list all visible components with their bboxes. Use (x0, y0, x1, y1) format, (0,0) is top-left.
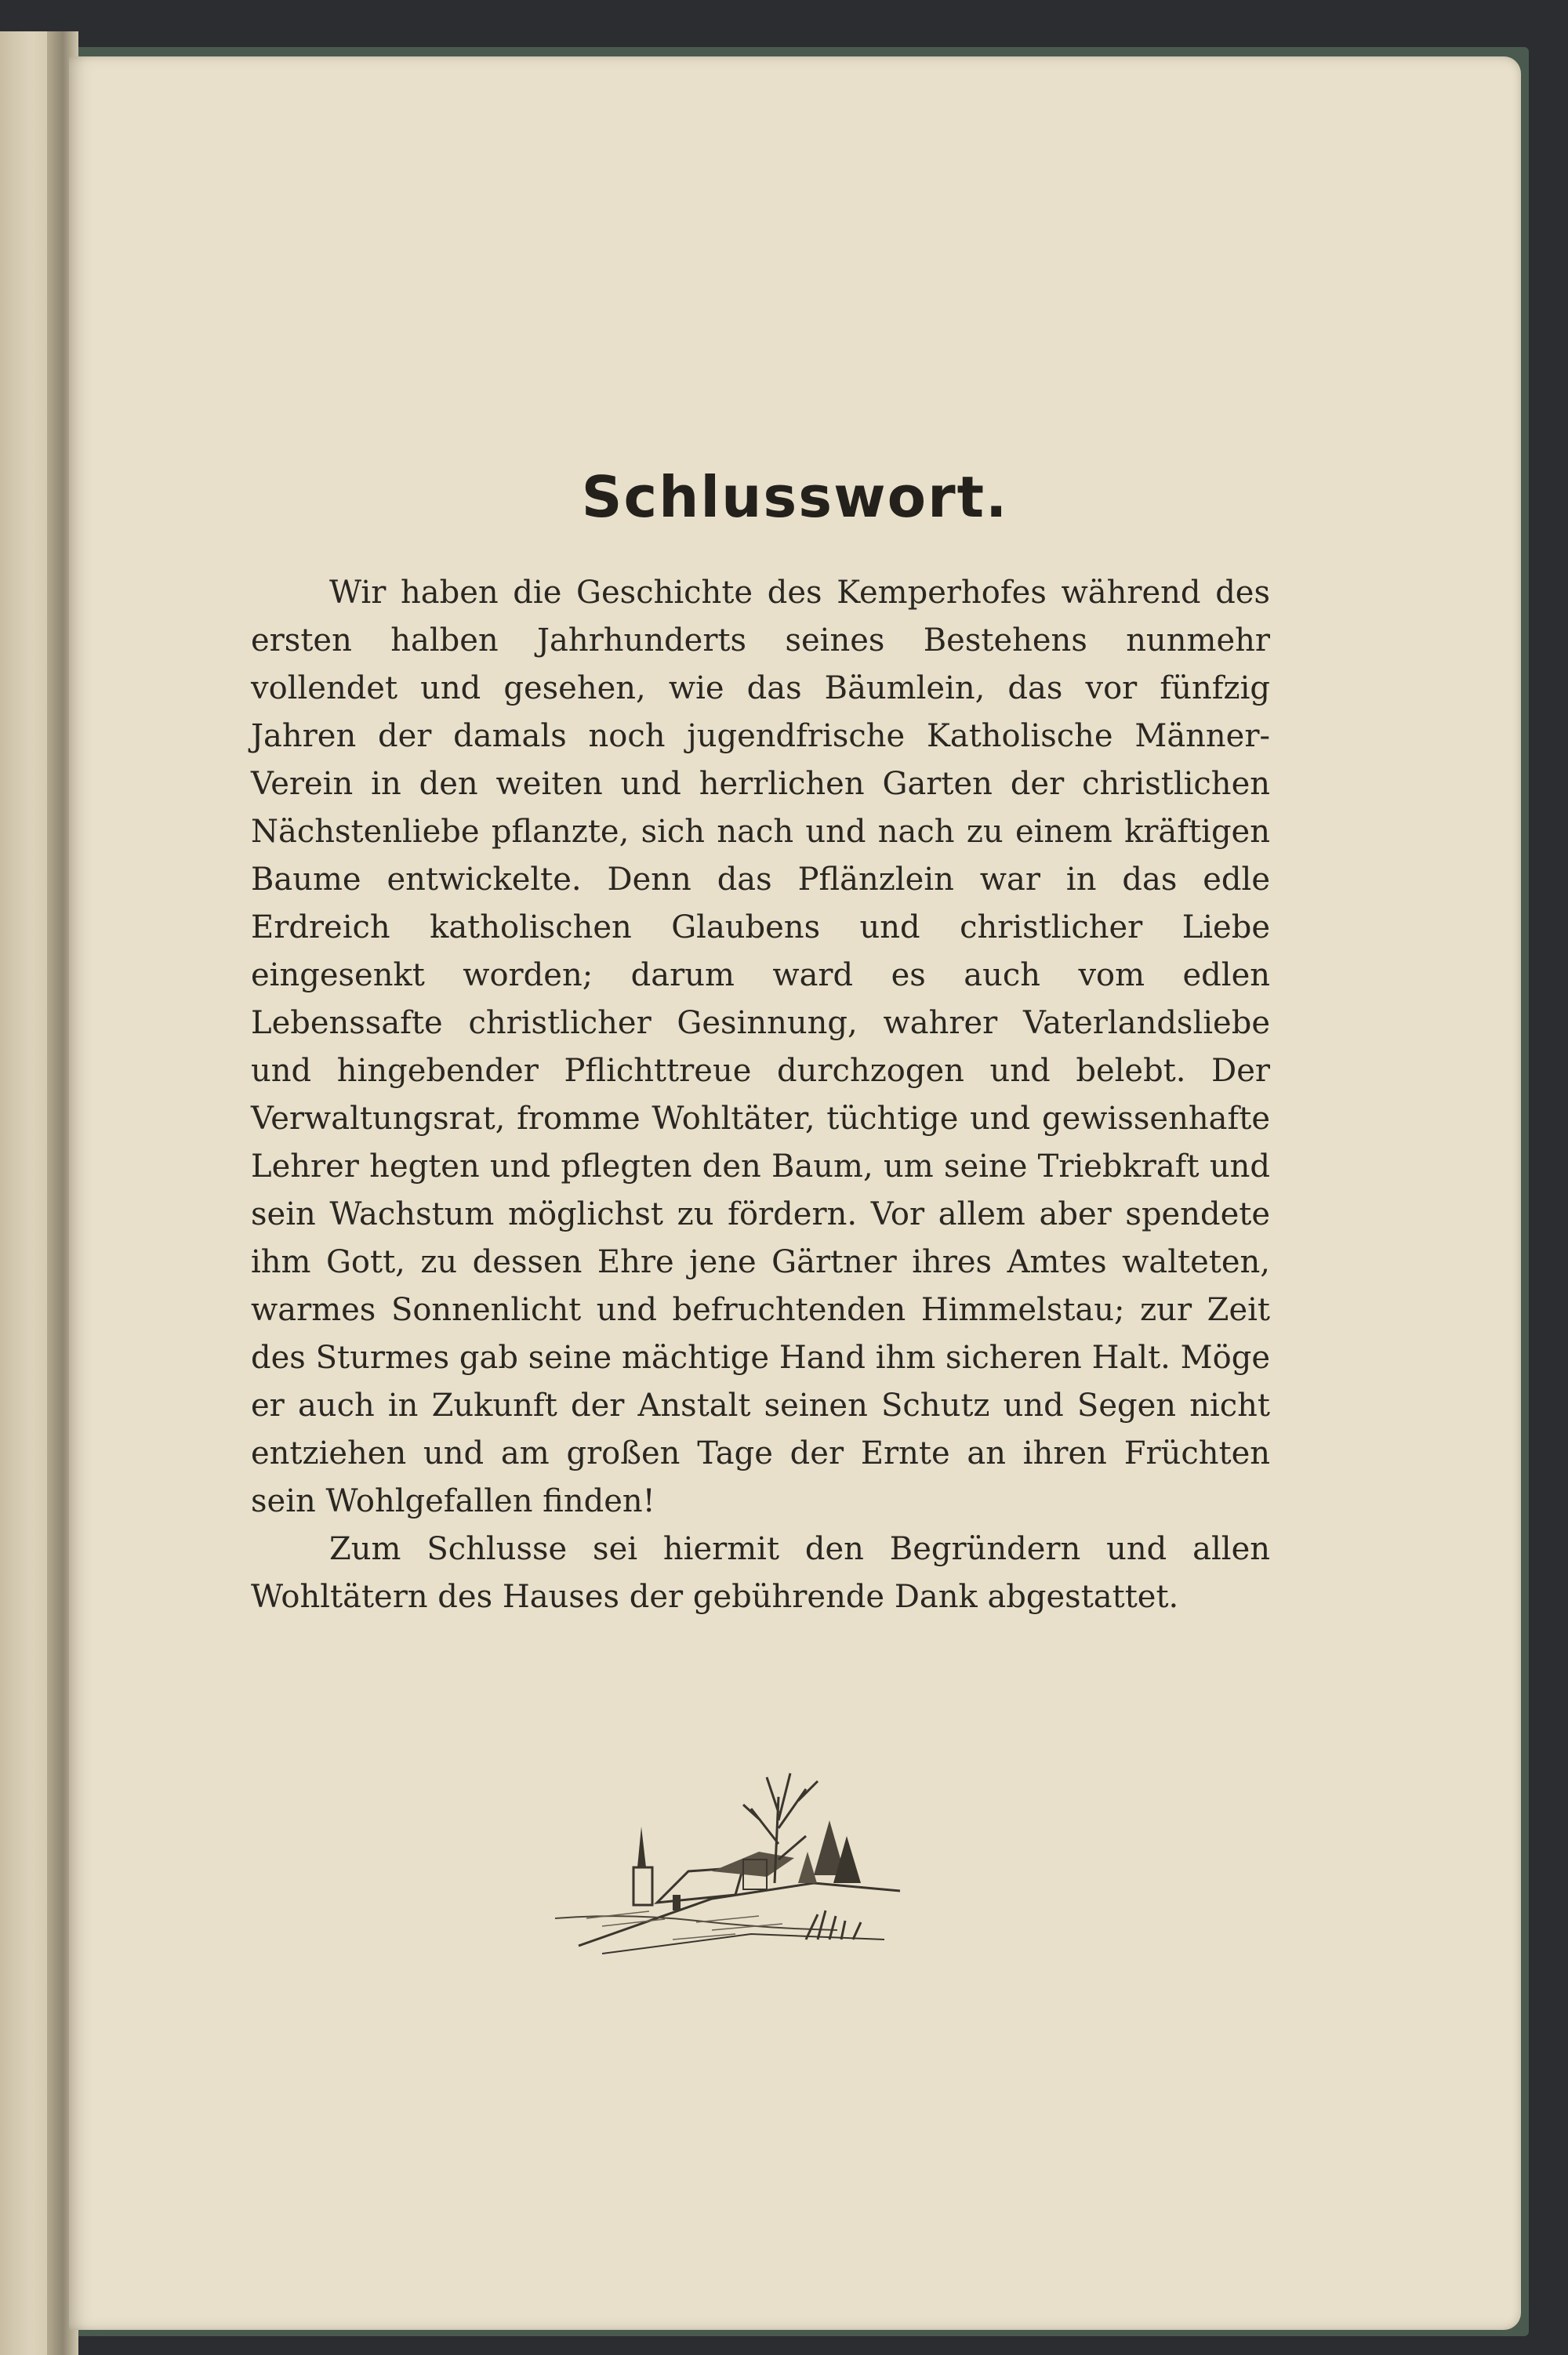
body-text (251, 569, 1270, 1621)
page-title: Schlusswort. (581, 464, 1009, 530)
book-page (69, 56, 1521, 2330)
paragraph-closing: Zum Schlusse sei hiermit den Begründern und allen Wohltätern des Hauses der gebührende Dank abgestattet. (251, 1531, 1270, 1615)
paragraph-main: Wir haben die Geschichte des Kemperhofes während des ersten halben Jahrhunderts seines Bestehens nunmehr vollendet und gesehen, wie das Bäumlein, das vor fünfzig Jahren der damals noch jugendfrische Katholische Männer-Verein in den weiten und herrlichen Garten der christlichen Nächstenliebe pflanzte, sich nach und nach zu einem kräftigen Baume entwickelte. Denn das Pflänzlein war in das edle Erdreich katholischen Glaubens und christlicher Liebe eingesenkt worden; darum ward es auch vom edlen Lebenssafte christlicher Gesinnung, wahrer Vaterlandsliebe und hingebender Pflichttreue durchzogen und belebt. Der Verwaltungsrat, fromme Wohltäter, tüchtige und gewissenhafte Lehrer hegten und pflegten den Baum, um seine Triebkraft und sein Wachstum möglichst zu fördern. Vor allem aber spendete ihm Gott, zu dessen Ehre jene Gärtner ihres Amtes walteten, warmes Sonnenlicht und befruchtenden Himmelstau; zur Zeit des Sturmes gab seine mächtige Hand ihm sicheren Halt. Möge er auch in Zukunft der Anstalt seinen Schutz und Segen nicht entziehen und am großen Tage der Ernte an ihren Früchten sein Wohlgefallen finden! (251, 575, 1270, 1519)
village-landscape-illustration (555, 1734, 931, 1969)
